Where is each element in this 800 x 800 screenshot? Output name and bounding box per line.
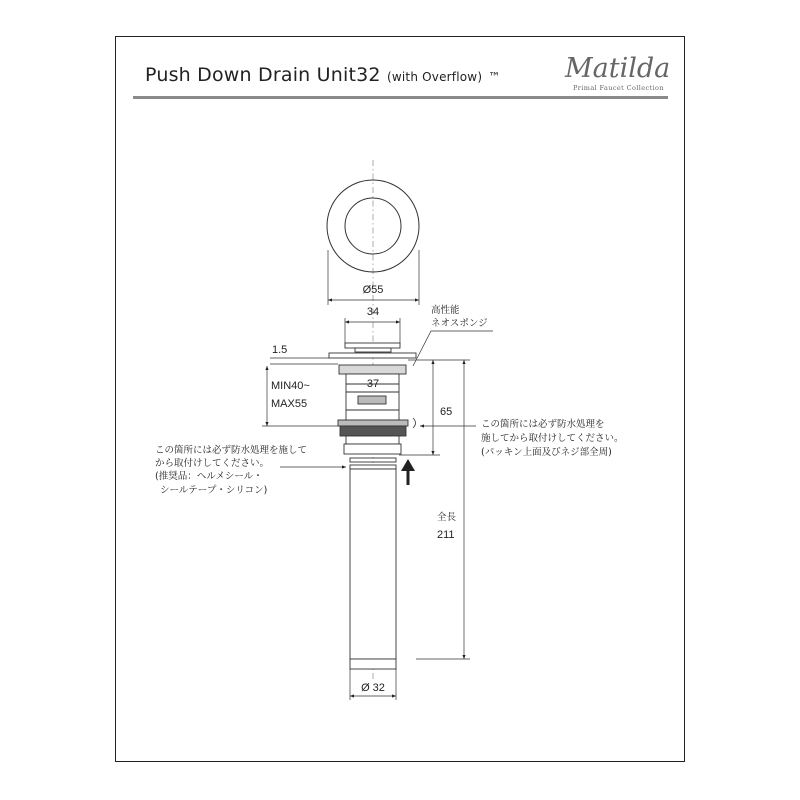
up-arrow-icon [401,459,415,485]
sponge-label-line1: 高性能 [431,305,460,316]
right-note-line3: (パッキン上面及びネジ部全周) [481,447,612,458]
right-waterproof-callout [413,418,624,458]
counter-thickness-dimension [262,366,338,426]
right-note-line1: この箇所には必ず防水処理を [481,419,605,430]
drain-side-view [329,343,416,669]
body-width-label: 37 [366,378,380,390]
sponge-label-line2: ネオスポンジ [431,318,488,329]
trademark-symbol: ™ [488,70,501,84]
flange-thickness-dimension [270,344,338,364]
counter-max-label: MAX55 [271,398,308,410]
flange-diameter-label: Ø55 [362,284,384,296]
sponge-callout [413,304,493,366]
left-note-line1: この箇所には必ず防水処理を施して [155,445,308,456]
cap-width-label: 34 [366,306,380,318]
left-note-line2: から取付けしてください。 [155,458,270,469]
right-note-line2: 施してから取付けしてください。 [481,433,624,444]
brand-tagline: Primal Faucet Collection [573,84,664,92]
title-main: Push Down Drain Unit32 [145,64,381,86]
right-dimension-lines [399,360,470,659]
left-note-line3: (推奨品：ヘルメシール・ [155,471,263,482]
total-length-value: 211 [437,529,455,541]
left-waterproof-callout [155,444,346,496]
cap-width-dimension [345,306,400,345]
flange-thickness-label: 1.5 [272,344,288,356]
total-length-label: 全長 [437,512,457,523]
thread-length-label: 65 [440,406,453,418]
left-note-line4: シールテープ・シリコン) [160,485,268,496]
title-subtitle: (with Overflow) [386,70,483,84]
pipe-diameter-label: Ø 32 [361,682,385,694]
brand-logo: Matilda [565,53,671,84]
counter-min-label: MIN40~ [271,380,310,392]
